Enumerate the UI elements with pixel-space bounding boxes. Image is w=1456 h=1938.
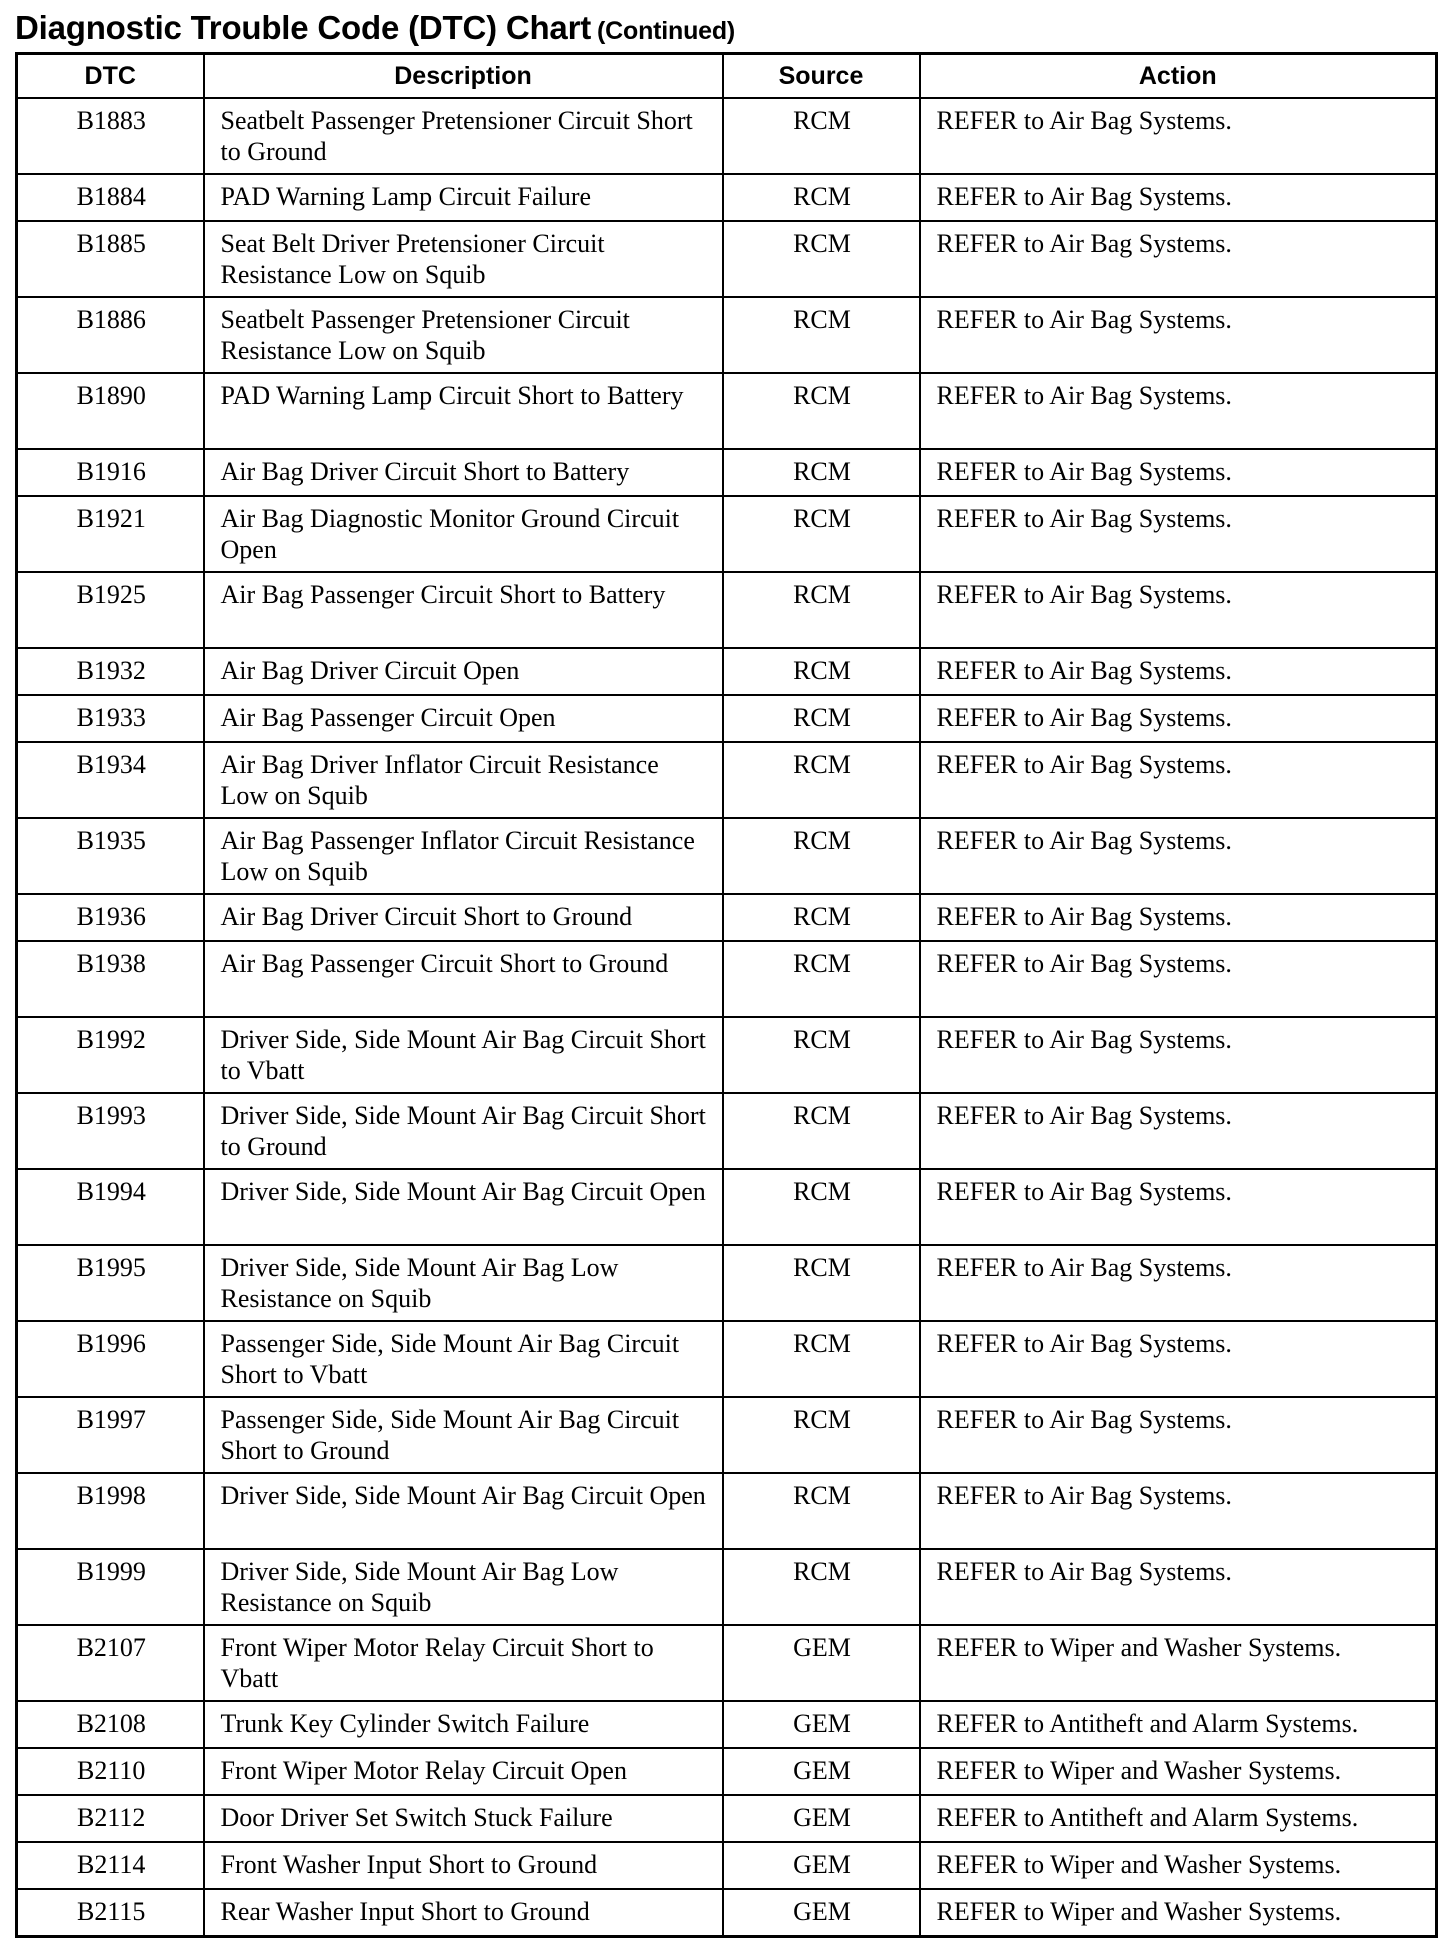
table-row — [17, 1017, 1437, 1093]
table-row — [17, 1795, 1437, 1842]
cell-dtc-code: B2108 — [17, 1701, 204, 1748]
table-row — [17, 1093, 1437, 1169]
cell-action: REFER to Air Bag Systems. — [920, 449, 1437, 496]
cell-dtc-code: B1916 — [17, 449, 204, 496]
column-header-dtc: DTC — [17, 54, 204, 99]
dtc-table — [15, 52, 1438, 1938]
cell-dtc-code: B1932 — [17, 648, 204, 695]
table-row — [17, 1397, 1437, 1473]
cell-dtc-code: B1994 — [17, 1169, 204, 1245]
cell-dtc-code: B1934 — [17, 742, 204, 818]
table-row — [17, 742, 1437, 818]
cell-description: Air Bag Driver Inflator Circuit Resistance Low on Squib — [204, 742, 723, 818]
cell-action: REFER to Wiper and Washer Systems. — [920, 1748, 1437, 1795]
cell-description: Front Wiper Motor Relay Circuit Short to Vbatt — [204, 1625, 723, 1701]
cell-source: RCM — [723, 98, 920, 174]
cell-description: Driver Side, Side Mount Air Bag Circuit Short to Ground — [204, 1093, 723, 1169]
cell-source: RCM — [723, 894, 920, 941]
cell-action: REFER to Air Bag Systems. — [920, 1093, 1437, 1169]
cell-source: RCM — [723, 496, 920, 572]
cell-source: GEM — [723, 1795, 920, 1842]
cell-dtc-code: B1996 — [17, 1321, 204, 1397]
cell-description: Door Driver Set Switch Stuck Failure — [204, 1795, 723, 1842]
cell-action: REFER to Air Bag Systems. — [920, 496, 1437, 572]
cell-description: Air Bag Diagnostic Monitor Ground Circuit Open — [204, 496, 723, 572]
cell-action: REFER to Air Bag Systems. — [920, 174, 1437, 221]
cell-dtc-code: B1921 — [17, 496, 204, 572]
cell-dtc-code: B1883 — [17, 98, 204, 174]
cell-action: REFER to Antitheft and Alarm Systems. — [920, 1701, 1437, 1748]
cell-description: Air Bag Passenger Circuit Short to Battery — [204, 572, 723, 648]
cell-description: Front Washer Input Short to Ground — [204, 1842, 723, 1889]
cell-action: REFER to Air Bag Systems. — [920, 941, 1437, 1017]
cell-dtc-code: B1886 — [17, 297, 204, 373]
cell-description: Passenger Side, Side Mount Air Bag Circuit Short to Vbatt — [204, 1321, 723, 1397]
cell-description: Driver Side, Side Mount Air Bag Low Resistance on Squib — [204, 1245, 723, 1321]
cell-source: GEM — [723, 1625, 920, 1701]
cell-source: RCM — [723, 297, 920, 373]
cell-dtc-code: B1938 — [17, 941, 204, 1017]
cell-dtc-code: B1997 — [17, 1397, 204, 1473]
cell-action: REFER to Wiper and Washer Systems. — [920, 1625, 1437, 1701]
cell-dtc-code: B1935 — [17, 818, 204, 894]
cell-action: REFER to Air Bag Systems. — [920, 818, 1437, 894]
cell-description: Air Bag Passenger Inflator Circuit Resistance Low on Squib — [204, 818, 723, 894]
cell-source: RCM — [723, 1245, 920, 1321]
cell-description: Driver Side, Side Mount Air Bag Circuit Open — [204, 1169, 723, 1245]
table-row — [17, 1321, 1437, 1397]
cell-description: Air Bag Driver Circuit Open — [204, 648, 723, 695]
cell-source: RCM — [723, 742, 920, 818]
cell-description: Air Bag Driver Circuit Short to Ground — [204, 894, 723, 941]
table-row — [17, 894, 1437, 941]
cell-source: RCM — [723, 572, 920, 648]
cell-source: RCM — [723, 1549, 920, 1625]
cell-action: REFER to Air Bag Systems. — [920, 1549, 1437, 1625]
cell-action: REFER to Wiper and Washer Systems. — [920, 1842, 1437, 1889]
cell-dtc-code: B2115 — [17, 1889, 204, 1937]
cell-description: Rear Washer Input Short to Ground — [204, 1889, 723, 1937]
cell-description: Passenger Side, Side Mount Air Bag Circuit Short to Ground — [204, 1397, 723, 1473]
table-row — [17, 1842, 1437, 1889]
cell-dtc-code: B1885 — [17, 221, 204, 297]
cell-dtc-code: B1995 — [17, 1245, 204, 1321]
table-row — [17, 373, 1437, 449]
cell-source: GEM — [723, 1842, 920, 1889]
cell-description: Air Bag Driver Circuit Short to Battery — [204, 449, 723, 496]
table-row — [17, 174, 1437, 221]
table-row — [17, 1625, 1437, 1701]
cell-source: RCM — [723, 648, 920, 695]
cell-description: Driver Side, Side Mount Air Bag Low Resistance on Squib — [204, 1549, 723, 1625]
column-header-description: Description — [204, 54, 723, 99]
cell-action: REFER to Air Bag Systems. — [920, 572, 1437, 648]
cell-source: RCM — [723, 1321, 920, 1397]
title-text: Diagnostic Trouble Code (DTC) Chart — [15, 9, 592, 46]
cell-action: REFER to Wiper and Washer Systems. — [920, 1889, 1437, 1937]
cell-source: RCM — [723, 1169, 920, 1245]
cell-source: RCM — [723, 449, 920, 496]
table-row — [17, 1549, 1437, 1625]
table-row — [17, 449, 1437, 496]
cell-source: RCM — [723, 1093, 920, 1169]
cell-source: RCM — [723, 1017, 920, 1093]
cell-description: Seat Belt Driver Pretensioner Circuit Resistance Low on Squib — [204, 221, 723, 297]
cell-source: GEM — [723, 1748, 920, 1795]
table-row — [17, 1701, 1437, 1748]
cell-action: REFER to Air Bag Systems. — [920, 695, 1437, 742]
page-title — [15, 8, 1435, 52]
cell-description: Driver Side, Side Mount Air Bag Circuit Short to Vbatt — [204, 1017, 723, 1093]
cell-source: RCM — [723, 221, 920, 297]
cell-action: REFER to Air Bag Systems. — [920, 1321, 1437, 1397]
cell-description: PAD Warning Lamp Circuit Failure — [204, 174, 723, 221]
cell-source: RCM — [723, 695, 920, 742]
cell-description: Seatbelt Passenger Pretensioner Circuit Resistance Low on Squib — [204, 297, 723, 373]
table-row — [17, 1889, 1437, 1937]
cell-dtc-code: B1884 — [17, 174, 204, 221]
table-row — [17, 1748, 1437, 1795]
cell-description: Front Wiper Motor Relay Circuit Open — [204, 1748, 723, 1795]
table-header-row — [17, 54, 1437, 99]
cell-action: REFER to Air Bag Systems. — [920, 1473, 1437, 1549]
cell-action: REFER to Air Bag Systems. — [920, 1397, 1437, 1473]
cell-source: RCM — [723, 373, 920, 449]
cell-dtc-code: B1992 — [17, 1017, 204, 1093]
cell-dtc-code: B2112 — [17, 1795, 204, 1842]
cell-dtc-code: B1998 — [17, 1473, 204, 1549]
table-row — [17, 818, 1437, 894]
cell-source: GEM — [723, 1701, 920, 1748]
cell-description: Seatbelt Passenger Pretensioner Circuit Short to Ground — [204, 98, 723, 174]
table-row — [17, 496, 1437, 572]
column-header-source: Source — [723, 54, 920, 99]
table-row — [17, 572, 1437, 648]
cell-description: Air Bag Passenger Circuit Open — [204, 695, 723, 742]
table-row — [17, 1473, 1437, 1549]
cell-dtc-code: B1933 — [17, 695, 204, 742]
table-row — [17, 648, 1437, 695]
cell-dtc-code: B1936 — [17, 894, 204, 941]
cell-description: PAD Warning Lamp Circuit Short to Battery — [204, 373, 723, 449]
table-row — [17, 1245, 1437, 1321]
column-header-action: Action — [920, 54, 1437, 99]
cell-source: RCM — [723, 1397, 920, 1473]
cell-action: REFER to Antitheft and Alarm Systems. — [920, 1795, 1437, 1842]
table-row — [17, 941, 1437, 1017]
cell-dtc-code: B1999 — [17, 1549, 204, 1625]
table-row — [17, 297, 1437, 373]
cell-action: REFER to Air Bag Systems. — [920, 648, 1437, 695]
cell-source: RCM — [723, 941, 920, 1017]
cell-dtc-code: B2110 — [17, 1748, 204, 1795]
cell-action: REFER to Air Bag Systems. — [920, 742, 1437, 818]
table-row — [17, 98, 1437, 174]
cell-dtc-code: B2114 — [17, 1842, 204, 1889]
cell-dtc-code: B2107 — [17, 1625, 204, 1701]
cell-dtc-code: B1993 — [17, 1093, 204, 1169]
cell-description: Air Bag Passenger Circuit Short to Ground — [204, 941, 723, 1017]
cell-action: REFER to Air Bag Systems. — [920, 98, 1437, 174]
cell-action: REFER to Air Bag Systems. — [920, 894, 1437, 941]
cell-source: RCM — [723, 818, 920, 894]
cell-action: REFER to Air Bag Systems. — [920, 1017, 1437, 1093]
cell-action: REFER to Air Bag Systems. — [920, 221, 1437, 297]
document-page — [15, 8, 1435, 1938]
title-suffix: (Continued) — [597, 17, 736, 45]
cell-action: REFER to Air Bag Systems. — [920, 1169, 1437, 1245]
cell-dtc-code: B1925 — [17, 572, 204, 648]
cell-dtc-code: B1890 — [17, 373, 204, 449]
cell-description: Driver Side, Side Mount Air Bag Circuit Open — [204, 1473, 723, 1549]
table-row — [17, 221, 1437, 297]
cell-action: REFER to Air Bag Systems. — [920, 1245, 1437, 1321]
cell-action: REFER to Air Bag Systems. — [920, 297, 1437, 373]
cell-source: RCM — [723, 174, 920, 221]
cell-source: GEM — [723, 1889, 920, 1937]
cell-source: RCM — [723, 1473, 920, 1549]
table-row — [17, 695, 1437, 742]
table-row — [17, 1169, 1437, 1245]
table-body — [17, 98, 1437, 1937]
cell-description: Trunk Key Cylinder Switch Failure — [204, 1701, 723, 1748]
cell-action: REFER to Air Bag Systems. — [920, 373, 1437, 449]
